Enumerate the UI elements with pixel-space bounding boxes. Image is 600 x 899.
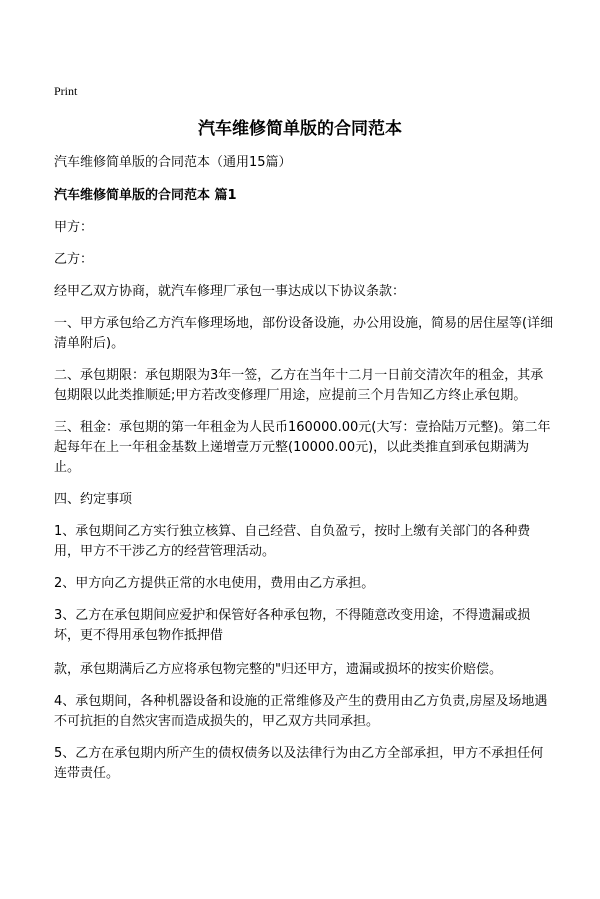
clause-2: 二、承包期限：承包期限为3年一签，乙方在当年十二月一日前交清次年的租金，其承包期限以此类推顺延;甲方若改变修理厂用途，应提前三个月告知乙方终止承包期。: [54, 368, 544, 403]
item-2: 2、甲方向乙方提供正常的水电使用，费用由乙方承担。: [54, 576, 375, 591]
clause-3: 三、租金：承包期的第一年租金为人民币160000.00元(大写：壹拾陆万元整)。第二年起每年在上一年租金基数上递增壹万元整(10000.00元)，以此类推直到承包期满为止。: [54, 420, 551, 475]
party-b-line: 乙方：: [54, 252, 94, 267]
print-label: Print: [54, 84, 78, 98]
item-5: 5、乙方在承包期内所产生的债权债务以及法律行为由乙方全部承担，甲方不承担任何连带责任。: [54, 746, 544, 781]
clause-4-heading: 四、约定事项: [54, 492, 133, 507]
item-1: 1、承包期间乙方实行独立核算、自己经营、自负盈亏，按时上缴有关部门的各种费用，甲方不干涉乙方的经营管理活动。: [54, 524, 531, 559]
clause-1: 一、甲方承包给乙方汽车修理场地，部份设备设施，办公用设施，简易的居住屋等(详细清单附后)。: [54, 316, 554, 351]
section-heading: 汽车维修简单版的合同范本 篇1: [54, 188, 237, 203]
document-title: 汽车维修简单版的合同范本: [198, 119, 402, 139]
agreement-intro: 经甲乙双方协商，就汽车修理厂承包一事达成以下协议条款：: [54, 284, 406, 299]
document-body: [54, 153, 554, 796]
item-3: 3、乙方在承包期间应爱护和保管好各种承包物，不得随意改变用途，不得遗漏或损坏，更不得用承包物作抵押借: [54, 608, 531, 643]
item-3-continuation: 款，承包期满后乙方应将承包物完整的"归还甲方，遗漏或损坏的按实价赔偿。: [54, 662, 502, 677]
item-4: 4、承包期间，各种机器设备和设施的正常维修及产生的费用由乙方负责,房屋及场地遇不可抗拒的自然灾害而造成损失的，甲乙双方共同承担。: [54, 694, 548, 729]
document-subtitle: 汽车维修简单版的合同范本（通用15篇）: [54, 155, 292, 170]
party-a-line: 甲方：: [54, 220, 94, 235]
